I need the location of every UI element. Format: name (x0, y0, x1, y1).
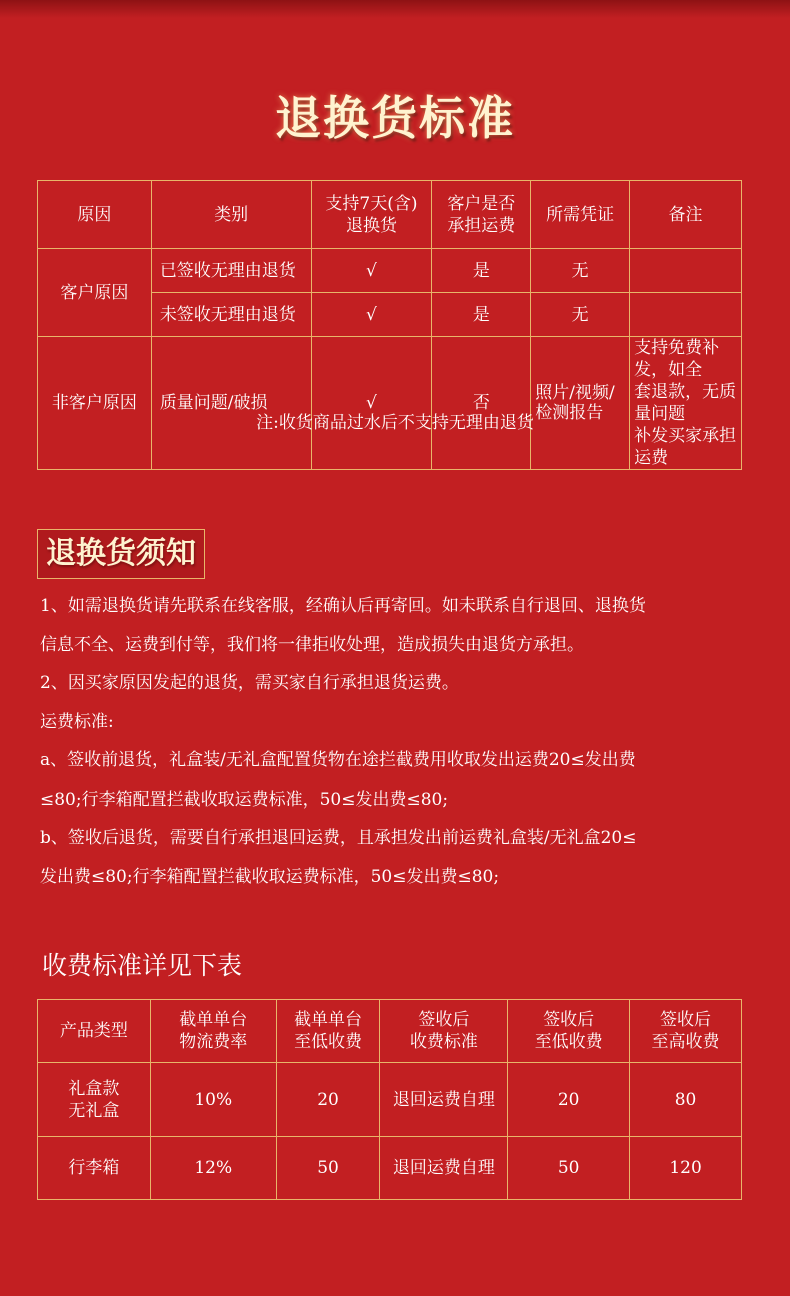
notice-line: ≤80;行李箱配置拦截收取运费标准，50≤发出费≤80; (40, 790, 449, 810)
product-type-cell: 行李箱 (38, 1137, 151, 1200)
notice-line: 信息不全、运费到付等，我们将一律拒收处理，造成损失由退货方承担。 (40, 635, 584, 655)
min-intercept-cell: 50 (276, 1137, 380, 1200)
notice-line: 1、如需退换货请先联系在线客服，经确认后再寄回。如未联系自行退回、退换货 (40, 596, 646, 616)
header-cell: 签收后 至低收费 (508, 1000, 630, 1063)
header-cell: 签收后 收费标准 (380, 1000, 508, 1063)
standard-cell: 退回运费自理 (380, 1063, 508, 1137)
header-cell: 产品类型 (38, 1000, 151, 1063)
remark-cell (630, 293, 742, 337)
min-intercept-cell: 20 (276, 1063, 380, 1137)
table-header-row (38, 1000, 742, 1063)
bear-cost-cell: 是 (432, 293, 531, 337)
notice-line: 发出费≤80;行李箱配置拦截收取运费标准，50≤发出费≤80; (40, 867, 500, 887)
table-row (38, 1137, 742, 1200)
max-after-cell: 80 (630, 1063, 742, 1137)
fee-table (37, 999, 742, 1200)
proof-cell: 无 (531, 293, 630, 337)
fee-section-title: 收费标准详见下表 (42, 951, 243, 980)
max-after-cell: 120 (630, 1137, 742, 1200)
header-cell: 原因 (38, 181, 152, 249)
top-shadow-bar (0, 0, 790, 18)
notice-line: 运费标准: (40, 712, 114, 732)
header-cell: 截单单台 至低收费 (276, 1000, 380, 1063)
rate-cell: 12% (150, 1137, 276, 1200)
bear-cost-cell: 否 (432, 337, 531, 470)
notice-line: 2、因买家原因发起的退货，需买家自行承担退货运费。 (40, 673, 459, 693)
reason-cell: 非客户原因 (38, 337, 152, 470)
min-after-cell: 20 (508, 1063, 630, 1137)
remark-cell (630, 249, 742, 293)
page-title: 退换货标准 (275, 91, 515, 145)
header-cell: 客户是否 承担运费 (432, 181, 531, 249)
support-cell: √ (311, 293, 432, 337)
standard-cell: 退回运费自理 (380, 1137, 508, 1200)
product-type-cell: 礼盒款 无礼盒 (38, 1063, 151, 1137)
rate-cell: 10% (150, 1063, 276, 1137)
header-cell: 签收后 至高收费 (630, 1000, 742, 1063)
support-cell: √ (311, 249, 432, 293)
table-row (38, 337, 742, 470)
category-cell: 未签收无理由退货 (151, 293, 311, 337)
notice-line: b、签收后退货，需要自行承担退回运费，且承担发出前运费礼盒装/无礼盒20≤ (40, 828, 637, 848)
header-cell: 截单单台 物流费率 (150, 1000, 276, 1063)
header-cell: 所需凭证 (531, 181, 630, 249)
support-cell: √ (311, 337, 432, 470)
category-cell: 质量问题/破损 (151, 337, 311, 470)
min-after-cell: 50 (508, 1137, 630, 1200)
bear-cost-cell: 是 (432, 249, 531, 293)
header-cell: 支持7天(含) 退换货 (311, 181, 432, 249)
header-cell: 类别 (151, 181, 311, 249)
header-cell: 备注 (630, 181, 742, 249)
notice-line: a、签收前退货，礼盒装/无礼盒配置货物在途拦截费用收取发出运费20≤发出费 (40, 750, 636, 770)
note-text: 注:收货商品过水后不支持无理由退货 (256, 413, 534, 433)
table-header-row (38, 181, 742, 249)
table-row (38, 1063, 742, 1137)
proof-cell: 照片/视频/ 检测报告 (531, 337, 630, 470)
remark-cell: 支持免费补发，如全 套退款，无质量问题 补发买家承担运费 (630, 337, 742, 470)
proof-cell: 无 (531, 249, 630, 293)
table-row (38, 249, 742, 293)
notice-title: 退换货须知 (37, 529, 205, 579)
reason-cell: 客户原因 (38, 249, 152, 337)
category-cell: 已签收无理由退货 (151, 249, 311, 293)
